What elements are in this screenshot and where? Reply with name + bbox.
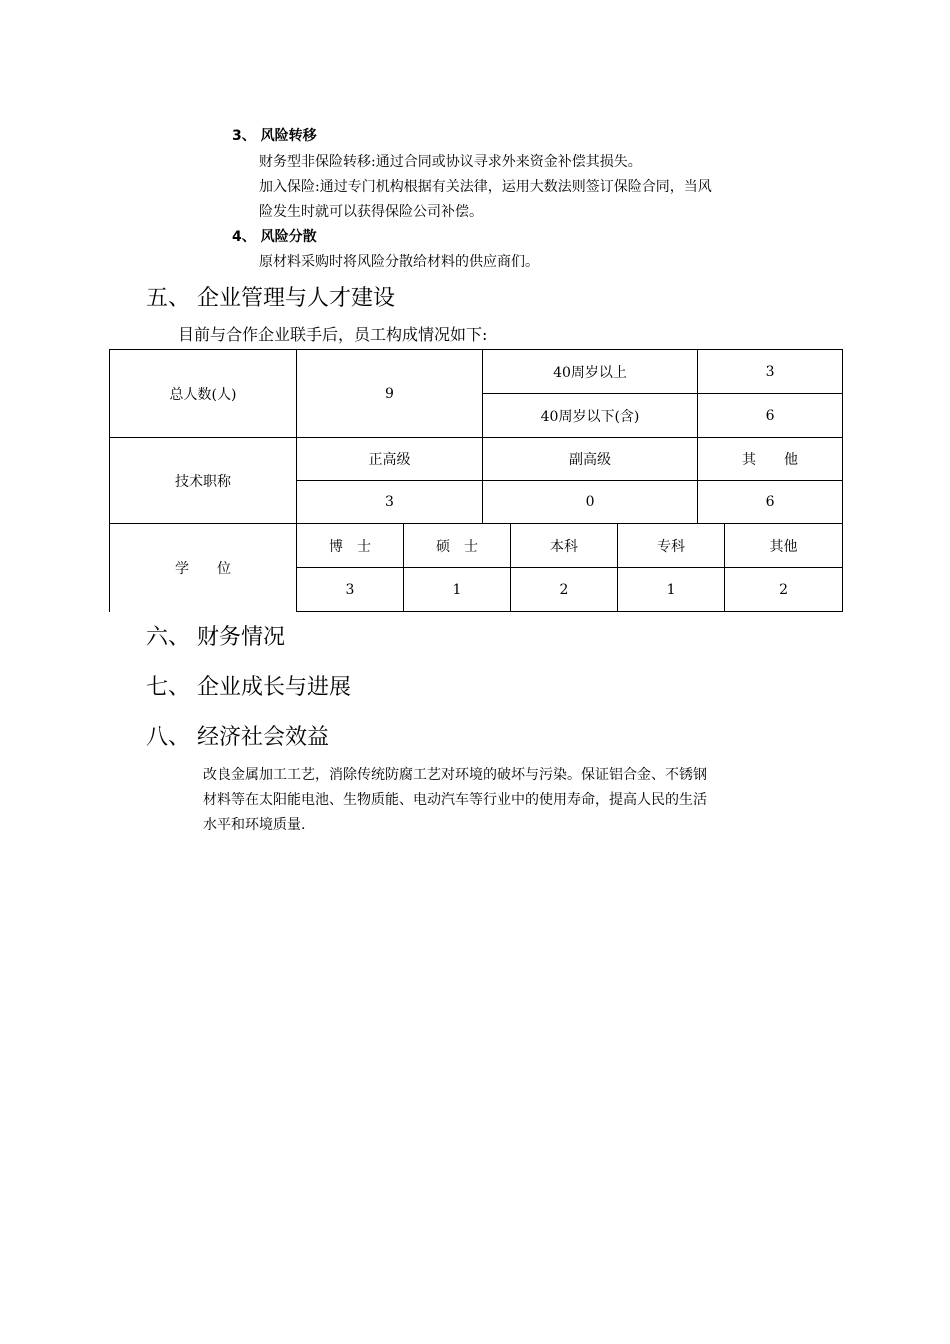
- title-other-value: 6: [698, 481, 843, 524]
- risk-transfer-line: 险发生时就可以获得保险公司补偿。: [259, 204, 483, 220]
- risk-transfer-line: 加入保险:通过专门机构根据有关法律，运用大数法则签订保险合同，当风: [259, 179, 712, 195]
- age-under-40-label: 40周岁以下(含): [483, 394, 698, 438]
- benefits-paragraph-line: 材料等在太阳能电池、生物质能、电动汽车等行业中的使用寿命，提高人民的生活: [203, 792, 707, 808]
- degree-bachelor-label: 本科: [511, 524, 618, 568]
- risk-spread-heading: 4、 风险分散: [232, 229, 317, 245]
- title-senior-value: 3: [297, 481, 483, 524]
- title-vice-senior-label: 副高级: [483, 438, 698, 481]
- total-staff-label: 总人数(人): [110, 350, 297, 438]
- degree-other-value: 2: [725, 568, 843, 612]
- title-senior-label: 正高级: [297, 438, 483, 481]
- risk-transfer-heading: 3、 风险转移: [232, 128, 317, 144]
- section-heading-management: 五、 企业管理与人才建设: [146, 286, 395, 311]
- degree-master-value: 1: [404, 568, 511, 612]
- risk-transfer-line: 财务型非保险转移:通过合同或协议寻求外来资金补偿其损失。: [259, 154, 642, 170]
- risk-spread-line: 原材料采购时将风险分散给材料的供应商们。: [259, 254, 539, 270]
- section-heading-benefits: 八、 经济社会效益: [146, 725, 329, 750]
- title-vice-senior-value: 0: [483, 481, 698, 524]
- staff-intro-text: 目前与合作企业联手后，员工构成情况如下:: [178, 325, 488, 344]
- age-over-40-value: 3: [698, 350, 843, 394]
- age-over-40-label: 40周岁以上: [483, 350, 698, 394]
- title-other-label: 其 他: [698, 438, 843, 481]
- age-under-40-value: 6: [698, 394, 843, 438]
- degree-college-value: 1: [618, 568, 725, 612]
- degree-other-label: 其他: [725, 524, 843, 568]
- degree-label: 学 位: [110, 524, 297, 612]
- total-staff-value: 9: [297, 350, 483, 438]
- section-heading-growth: 七、 企业成长与进展: [146, 675, 351, 700]
- benefits-paragraph-line: 水平和环境质量.: [203, 817, 306, 833]
- degree-college-label: 专科: [618, 524, 725, 568]
- staff-composition-table: [109, 349, 843, 612]
- section-heading-finance: 六、 财务情况: [146, 625, 285, 650]
- tech-title-label: 技术职称: [110, 438, 297, 524]
- degree-phd-value: 3: [297, 568, 404, 612]
- degree-master-label: 硕 士: [404, 524, 511, 568]
- benefits-paragraph-line: 改良金属加工工艺，消除传统防腐工艺对环境的破坏与污染。保证铝合金、不锈钢: [203, 767, 707, 783]
- degree-bachelor-value: 2: [511, 568, 618, 612]
- degree-phd-label: 博 士: [297, 524, 404, 568]
